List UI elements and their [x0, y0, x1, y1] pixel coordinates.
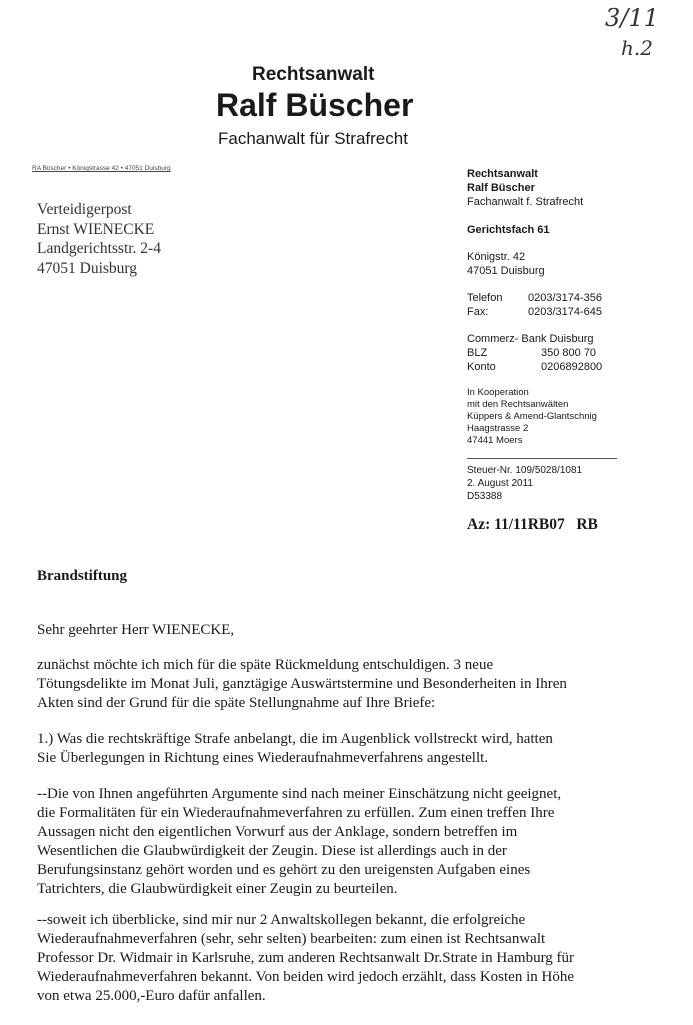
recipient-line-4: 47051 Duisburg [37, 259, 138, 277]
sidebar-fax-label: Fax: [467, 306, 489, 318]
sidebar-fax: 0203/3174-645 [528, 306, 603, 318]
body-line: Tatrichters, die Glaubwürdigkeit einer Zeugin zu beurteilen. [37, 881, 398, 897]
body-line: Wesentlichen die Glaubwürdigkeit der Zeugin. Diese ist allerdings auch in der [37, 843, 507, 859]
sidebar-specialty: Fachanwalt f. Strafrecht [467, 196, 584, 208]
sidebar-name: Ralf Büscher [467, 182, 535, 194]
body-line: Akten sind der Grund für die späte Stellungnahme auf Ihre Briefe: [37, 695, 436, 711]
recipient-line-2: Ernst WIENECKE [37, 220, 155, 238]
letterhead-name: Ralf Büscher [216, 87, 414, 123]
body-line: zunächst möchte ich mich für die späte Rückmeldung entschuldigen. 3 neue [37, 657, 494, 673]
body-line: von etwa 25.000,-Euro dafür anfallen. [37, 988, 266, 1004]
sidebar-phone: 0203/3174-356 [528, 292, 603, 304]
sidebar-date: 2. August 2011 [467, 478, 533, 489]
sidebar-coop-1: In Kooperation [467, 387, 529, 398]
handwritten-note-bottom: h.2 [621, 36, 653, 60]
body-line: Wiederaufnahmeverfahren bekannt. Von beiden wird jedoch erzählt, dass Kosten in Höhe [37, 969, 574, 985]
sidebar-blz: 350 800 70 [541, 347, 597, 359]
letter-subject: Brandstiftung [37, 568, 128, 584]
letterhead-subtitle: Fachanwalt für Strafrecht [218, 129, 408, 148]
sender-return-line: RA Büscher • Königstrasse 42 • 47051 Duisburg [32, 165, 171, 172]
body-line: Tötungsdelikte im Monat Juli, ganztägige Auswärtstermine und Besonderheiten in Ihren [37, 676, 567, 692]
body-line: Sie Überlegungen in Richtung eines Wiederaufnahmeverfahrens angestellt. [37, 750, 489, 766]
body-paragraph-2 [37, 730, 677, 768]
sidebar-coop-3: Küppers & Amend-Glantschnig [467, 411, 597, 422]
sidebar-phone-label: Telefon [467, 292, 503, 304]
body-paragraph-3 [37, 785, 677, 899]
sidebar-account-label: Konto [467, 361, 496, 373]
sidebar-court-box: Gerichtsfach 61 [467, 224, 550, 236]
letterhead-title: Rechtsanwalt [252, 64, 375, 85]
sidebar-divider [467, 458, 617, 459]
body-line: Wiederaufnahmeverfahren (sehr, sehr selten) bearbeiten: zum einen ist Rechtsanwalt [37, 931, 546, 947]
body-paragraph-4 [37, 911, 677, 1006]
body-line: --soweit ich überblicke, sind mir nur 2 Anwaltskollegen bekannt, die erfolgreiche [37, 912, 526, 928]
body-line: Professor Dr. Widmair in Karlsruhe, zum anderen Rechtsanwalt Dr.Strate in Hamburg für [37, 950, 575, 966]
sidebar-blz-label: BLZ [467, 347, 488, 359]
body-line: Aussagen nicht den eigentlichen Vorwurf aus der Anklage, sondern betreffen im [37, 824, 518, 840]
sidebar-street: Königstr. 42 [467, 251, 526, 263]
body-line: Berufungsinstanz gehört worden und es gehört zu den ureigensten Aufgaben eines [37, 862, 531, 878]
body-line: --Die von Ihnen angeführten Argumente sind nach meiner Einschätzung nicht geeignet, [37, 786, 562, 802]
file-reference: Az: 11/11RB07 RB [467, 516, 598, 533]
recipient-line-1: Verteidigerpost [37, 201, 132, 218]
recipient-line-3: Landgerichtsstr. 2-4 [37, 240, 161, 257]
sidebar-bank: Commerz- Bank Duisburg [467, 333, 594, 345]
handwritten-note-top: 3/11 [605, 4, 659, 32]
sidebar-coop-2: mit den Rechtsanwälten [467, 399, 569, 410]
letter-salutation: Sehr geehrter Herr WIENECKE, [37, 622, 235, 638]
sidebar-reference: D53388 [467, 491, 503, 502]
body-paragraph-1 [37, 656, 677, 713]
body-line: die Formalitäten für ein Wiederaufnahmeverfahren zu erfüllen. Zum einen treffen Ihre [37, 805, 555, 821]
sidebar-account: 0206892800 [541, 361, 603, 373]
sidebar-coop-5: 47441 Moers [467, 435, 523, 446]
sidebar-coop-4: Haagstrasse 2 [467, 423, 529, 434]
recipient-address [37, 200, 161, 278]
body-line: 1.) Was die rechtskräftige Strafe anbelangt, die im Augenblick vollstreckt wird, hatten [37, 731, 553, 747]
sidebar-tax-number: Steuer-Nr. 109/5028/1081 [467, 465, 583, 476]
sidebar-title: Rechtsanwalt [467, 168, 538, 180]
sidebar-city: 47051 Duisburg [467, 265, 545, 277]
